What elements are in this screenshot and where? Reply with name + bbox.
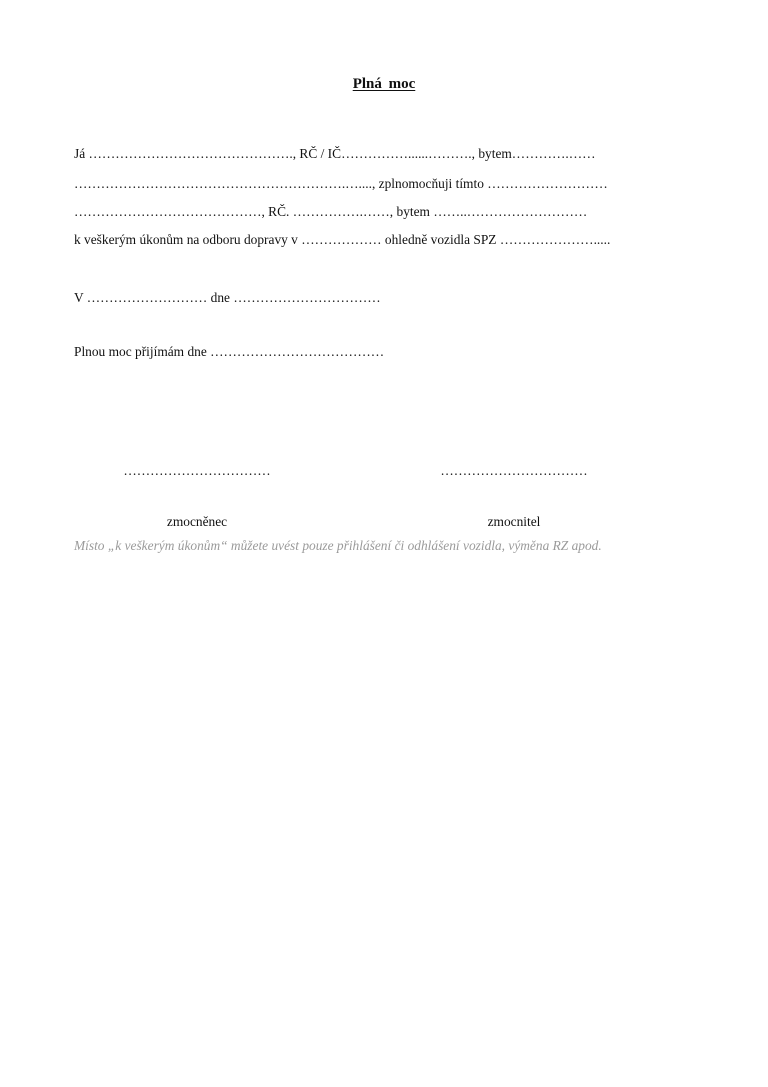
signature-line: …………………………… — [440, 463, 588, 478]
document-title: Plná moc — [352, 76, 416, 92]
authorization-line: …………………………………………………….…...., zplnomocňuji tímto ……………………… — [74, 176, 608, 191]
signature-label-agent: zmocněnec — [166, 514, 228, 529]
scope-line: k veškerým úkonům na odboru dopravy v ……………… ohledně vozidla SPZ …………………..... — [74, 232, 611, 247]
acceptance-line: Plnou moc přijímám dne ………………………………… — [74, 344, 385, 359]
signature-line: …………………………… — [123, 463, 271, 478]
place-date-line: V ……………………… dne …………………………… — [74, 290, 381, 305]
signature-label-principal: zmocnitel — [487, 514, 541, 529]
instruction-note: Místo „k veškerým úkonům“ můžete uvést pouze přihlášení či odhlášení vozidla, výměna RZ apod. — [74, 538, 602, 553]
principal-line: Já ………………………………………., RČ / IČ……………......………., bytem………….…… — [74, 146, 596, 161]
agent-line: ……………………………………, RČ. …………….……, bytem ……..……………………… — [74, 204, 588, 219]
